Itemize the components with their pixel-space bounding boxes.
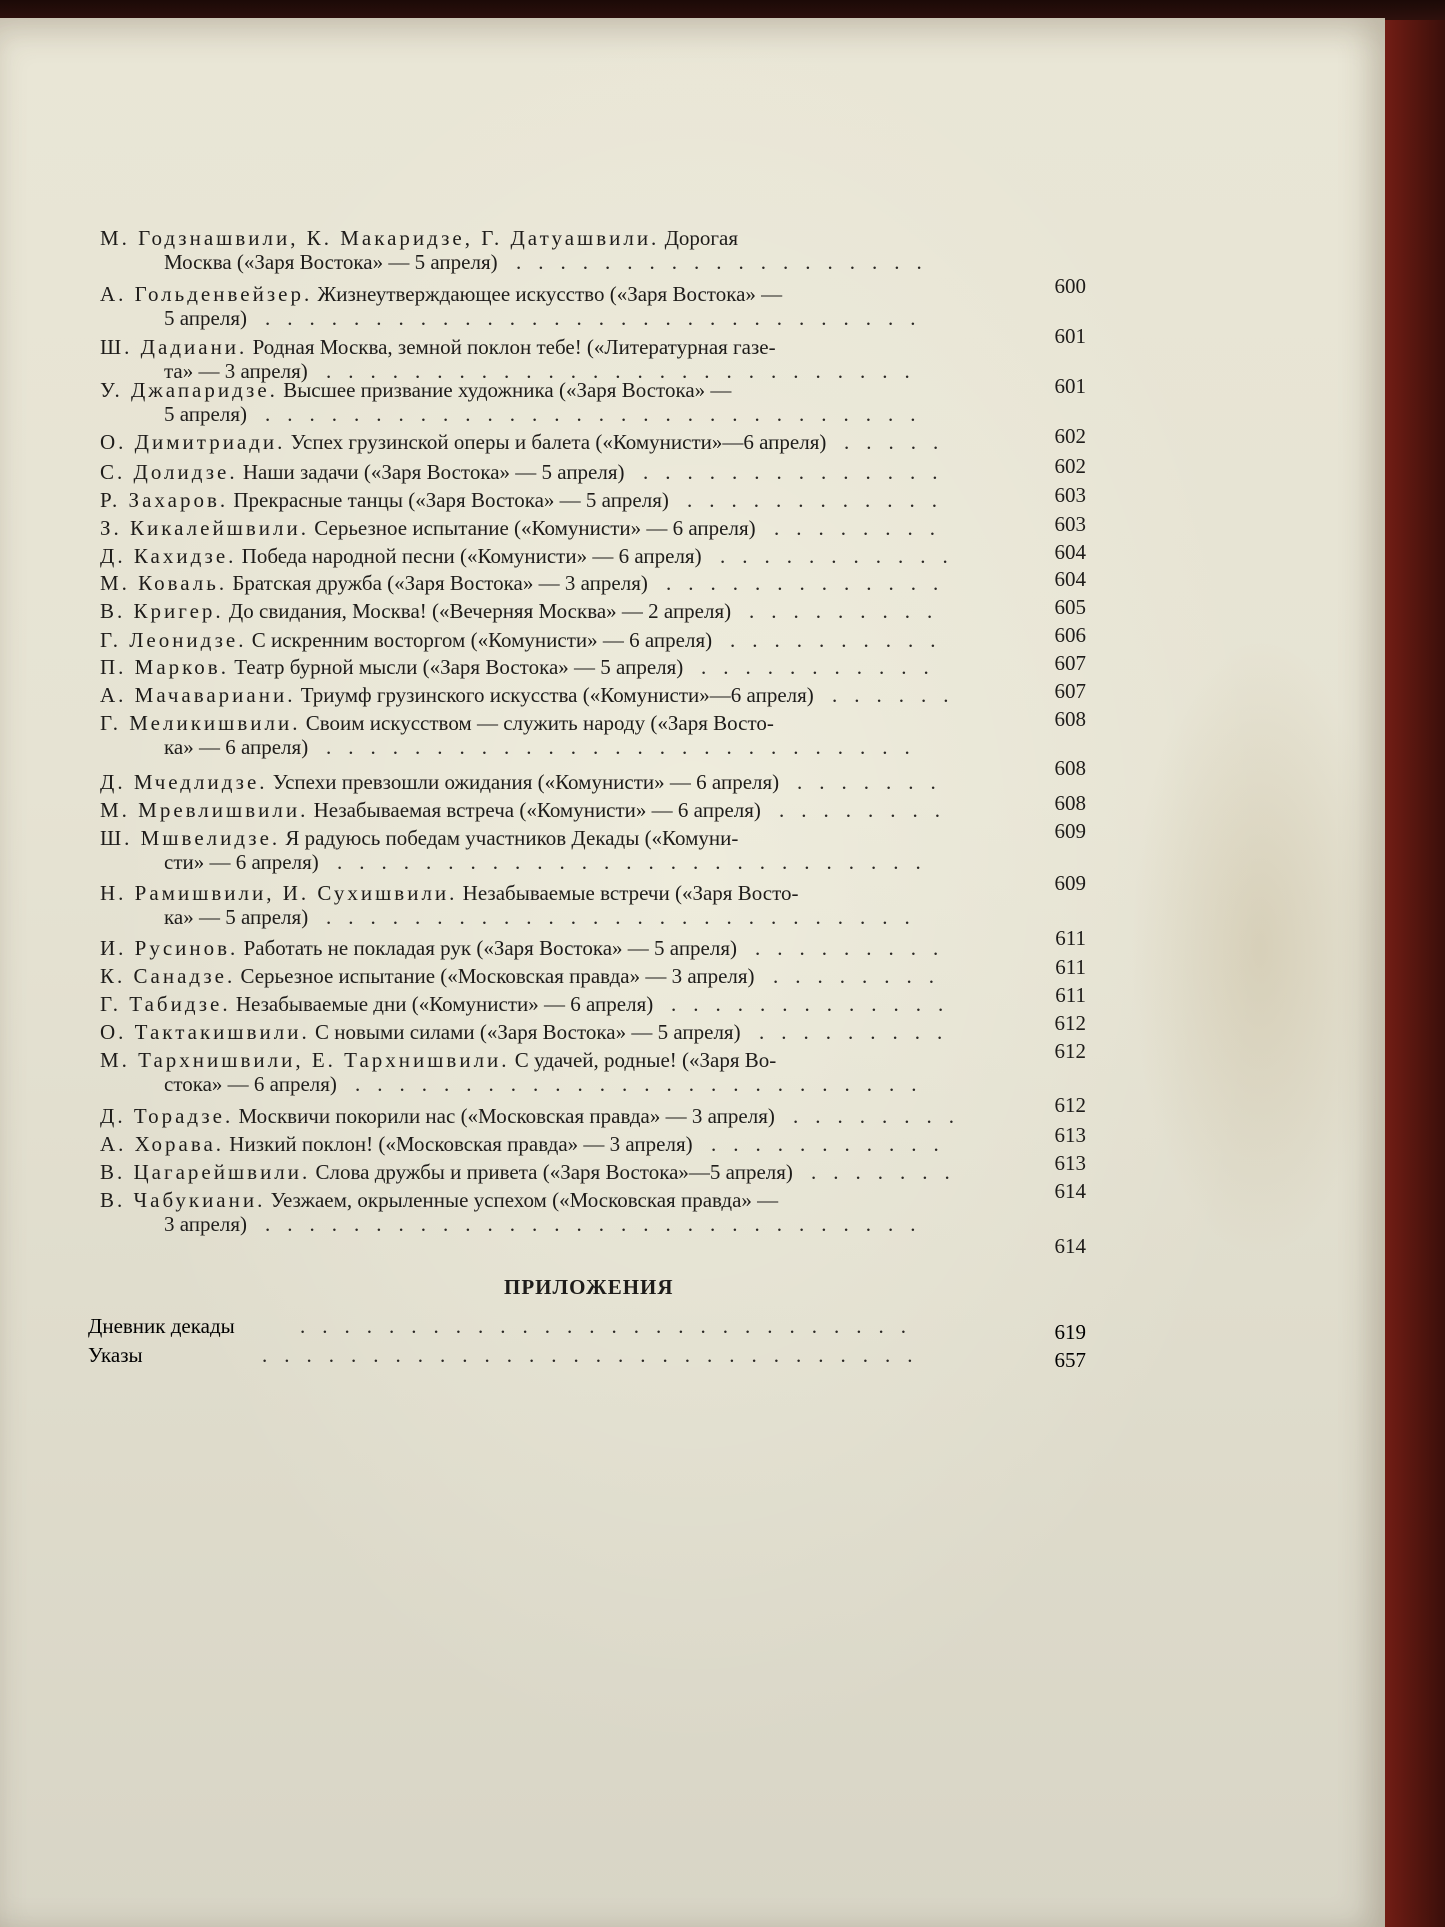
toc-entry-title: Уезжаем, окрыленные успехом («Московская правда» — — [265, 1188, 779, 1212]
leader-dots: ........ — [774, 516, 952, 540]
toc-entry-page-number: 600 — [1054, 274, 1086, 298]
toc-entry-page-number: 605 — [1054, 595, 1086, 619]
toc-entry-page-number: 601 — [1054, 374, 1086, 398]
leader-dots: ............. — [666, 571, 956, 595]
toc-entry-title: Наши задачи («Заря Востока» — 5 апреля) — [237, 460, 625, 484]
toc-entry-title: С искренним восторгом («Комунисти» — 6 апреля) — [246, 628, 713, 652]
toc-entry-author: Ш. Мшвелидзе. — [100, 826, 281, 850]
leader-dots: ........... — [720, 544, 965, 568]
leader-dots: ......... — [755, 936, 956, 960]
toc-entry-page-number: 609 — [1054, 871, 1086, 895]
appendix-item-label: Дневник декады — [88, 1314, 235, 1338]
leader-dots: ........... — [701, 655, 946, 679]
toc-entry-continuation: 5 апреля) — [164, 402, 247, 426]
leader-dots: ........... — [711, 1132, 956, 1156]
book-page — [0, 18, 1385, 1927]
toc-entry-title-line — [100, 770, 779, 794]
toc-entry-author: У. Джапаридзе. — [100, 378, 278, 402]
toc-entry-author: М. Тархнишвили, Е. Тархнишвили. — [100, 1048, 510, 1072]
leader-dots: .......... — [730, 628, 953, 652]
leader-dots: ............. — [671, 992, 961, 1016]
leader-dots: ........ — [793, 1104, 971, 1128]
toc-entry-title: Родная Москва, земной поклон тебе! («Литературная газе- — [247, 335, 776, 359]
toc-entry-author: А. Гольденвейзер. — [100, 282, 313, 306]
toc-entry-page-number: 601 — [1054, 324, 1086, 348]
toc-entry-title-line — [100, 335, 776, 359]
toc-entry-page-number: 606 — [1054, 623, 1086, 647]
toc-entry-page-number: 611 — [1055, 983, 1086, 1007]
toc-entry-title-line — [100, 992, 653, 1016]
toc-entry-title-line — [100, 430, 826, 454]
toc-entry-author: О. Димитриади. — [100, 430, 286, 454]
toc-entry-author: О. Тактакишвили. — [100, 1020, 310, 1044]
toc-entry-page-number: 612 — [1054, 1093, 1086, 1117]
toc-entry-title: С новыми силами («Заря Востока» — 5 апреля) — [309, 1020, 741, 1044]
toc-entry-title-line — [100, 628, 712, 652]
leader-dots: ....... — [811, 1160, 967, 1184]
toc-entry-author: Д. Кахидзе. — [100, 544, 237, 568]
toc-entry-author: З. Кикалейшвили. — [100, 516, 309, 540]
toc-entry-title-line — [100, 655, 683, 679]
toc-entry-page-number: 609 — [1054, 819, 1086, 843]
toc-entry-title: Триумф грузинского искусства («Комунисти»—6 апреля) — [295, 683, 814, 707]
toc-entry-page-number: 607 — [1054, 651, 1086, 675]
toc-entry-author: Р. Захаров. — [100, 488, 229, 512]
toc-entry-page-number: 612 — [1054, 1011, 1086, 1035]
toc-entry-author: П. Марков. — [100, 655, 229, 679]
toc-entry-author: М. Коваль. — [100, 571, 228, 595]
leader-dots: ..... — [844, 430, 956, 454]
toc-entry-title-line — [100, 881, 798, 905]
leader-dots: ........ — [773, 964, 951, 988]
toc-entry-title: Своим искусством — служить народу («Заря Восто- — [300, 711, 774, 735]
toc-entry-title-line — [100, 1048, 776, 1072]
leader-dots: ......... — [749, 599, 950, 623]
leader-dots: ....... — [797, 770, 953, 794]
toc-entry-page-number: 614 — [1054, 1234, 1086, 1258]
toc-entry-title-line — [100, 1020, 741, 1044]
leader-dots: .............................. — [265, 402, 933, 426]
appendix-item-page-number: 657 — [1054, 1348, 1086, 1372]
toc-entry-title: Я радуюсь победам участников Декады («Комуни- — [280, 826, 739, 850]
table-of-contents — [0, 18, 1385, 1927]
leader-dots: .......................... — [355, 1072, 934, 1096]
toc-entry-author: В. Чабукиани. — [100, 1188, 266, 1212]
toc-entry-title-line — [100, 460, 625, 484]
toc-entry-title: До свидания, Москва! («Вечерняя Москва» — 2 апреля) — [223, 599, 732, 623]
toc-entry-title-line — [100, 964, 755, 988]
toc-entry-author: А. Хорава. — [100, 1132, 225, 1156]
toc-entry-title: Высшее призвание художника («Заря Востока» — — [277, 378, 732, 402]
toc-entry-title-line — [100, 936, 737, 960]
toc-entry-title-line — [100, 488, 669, 512]
toc-entry-page-number: 608 — [1054, 756, 1086, 780]
toc-entry-author: К. Санадзе. — [100, 964, 236, 988]
toc-entry-author: И. Русинов. — [100, 936, 239, 960]
toc-entry-author: Н. Рамишвили, И. Сухишвили. — [100, 881, 458, 905]
toc-entry-title-line — [100, 226, 738, 250]
toc-entry-title: Серьезное испытание («Комунисти» — 6 апреля) — [309, 516, 756, 540]
toc-entry-title: Москвичи покорили нас («Московская правда» — 3 апреля) — [233, 1104, 775, 1128]
toc-entry-continuation: ка» — 5 апреля) — [164, 905, 309, 929]
toc-entry-continuation: та» — 3 апреля) — [164, 359, 308, 383]
toc-entry-title: Низкий поклон! («Московская правда» — 3 апреля) — [224, 1132, 693, 1156]
leader-dots: .............. — [643, 460, 955, 484]
leader-dots: ...... — [832, 683, 966, 707]
leader-dots: .............................. — [262, 1343, 930, 1367]
toc-entry-title: Жизнеутверждающее искусство («Заря Востока» — — [312, 282, 783, 306]
toc-entry-page-number: 613 — [1054, 1123, 1086, 1147]
toc-entry-author: Г. Меликишвили. — [100, 711, 301, 735]
toc-entry-page-number: 604 — [1054, 567, 1086, 591]
toc-entry-author: Д. Торадзе. — [100, 1104, 234, 1128]
toc-entry-continuation: сти» — 6 апреля) — [164, 850, 319, 874]
toc-entry-title: Работать не покладая рук («Заря Востока» — 5 апреля) — [238, 936, 738, 960]
toc-entry-page-number: 613 — [1054, 1151, 1086, 1175]
toc-entry-author: В. Цагарейшвили. — [100, 1160, 311, 1184]
toc-entry-title-line — [100, 798, 761, 822]
toc-entry-title: Серьезное испытание («Московская правда» — 3 апреля) — [235, 964, 755, 988]
toc-entry-author: Г. Леонидзе. — [100, 628, 247, 652]
toc-entry-page-number: 614 — [1054, 1179, 1086, 1203]
toc-entry-title: Слова дружбы и привета («Заря Востока»—5 апреля) — [310, 1160, 793, 1184]
toc-entry-title: Успех грузинской оперы и балета («Комунисти»—6 апреля) — [285, 430, 827, 454]
toc-entry-page-number: 603 — [1054, 512, 1086, 536]
leader-dots: ........ — [779, 798, 957, 822]
toc-entry-title: С удачей, родные! («Заря Во- — [509, 1048, 777, 1072]
toc-entry-title-line — [100, 1104, 775, 1128]
toc-entry-title-line — [100, 1188, 778, 1212]
toc-entry-title-line — [100, 826, 738, 850]
leader-dots: .............................. — [265, 1212, 933, 1236]
toc-entry-title-line — [100, 516, 756, 540]
toc-entry-continuation: 3 апреля) — [164, 1212, 247, 1236]
toc-entry-title-line — [100, 711, 774, 735]
toc-entry-page-number: 608 — [1054, 707, 1086, 731]
toc-entry-title: Прекрасные танцы («Заря Востока» — 5 апреля) — [228, 488, 669, 512]
toc-entry-page-number: 604 — [1054, 540, 1086, 564]
toc-entry-title-line — [100, 544, 702, 568]
toc-entry-title: Незабываемые встречи («Заря Восто- — [457, 881, 799, 905]
toc-entry-title: Незабываемые дни («Комунисти» — 6 апреля) — [230, 992, 654, 1016]
appendix-item-page-number: 619 — [1054, 1320, 1086, 1344]
leader-dots: ............................ — [300, 1314, 923, 1338]
toc-entry-page-number: 602 — [1054, 454, 1086, 478]
leader-dots: ........................... — [337, 850, 938, 874]
toc-entry-author: В. Кригер. — [100, 599, 224, 623]
leader-dots: ........................... — [326, 735, 927, 759]
toc-entry-author: М. Мревлишвили. — [100, 798, 309, 822]
leader-dots: ........................... — [326, 905, 927, 929]
toc-entry-continuation: Москва («Заря Востока» — 5 апреля) — [164, 250, 498, 274]
toc-entry-page-number: 607 — [1054, 679, 1086, 703]
toc-entry-title-line — [100, 571, 648, 595]
toc-entry-title: Успехи превзошли ожидания («Комунисти» — 6 апреля) — [267, 770, 780, 794]
appendix-item-label: Указы — [88, 1343, 143, 1367]
toc-entry-title-line — [100, 599, 731, 623]
toc-entry-continuation: 5 апреля) — [164, 306, 247, 330]
toc-entry-continuation: ка» — 6 апреля) — [164, 735, 309, 759]
toc-entry-title: Театр бурной мысли («Заря Востока» — 5 апреля) — [228, 655, 684, 679]
leader-dots: ........................... — [326, 359, 927, 383]
toc-entry-page-number: 611 — [1055, 955, 1086, 979]
toc-entry-title-line — [100, 378, 731, 402]
toc-entry-page-number: 602 — [1054, 424, 1086, 448]
toc-entry-author: Д. Мчедлидзе. — [100, 770, 268, 794]
toc-entry-page-number: 603 — [1054, 483, 1086, 507]
appendix-heading: ПРИЛОЖЕНИЯ — [504, 1275, 674, 1299]
leader-dots: ......... — [759, 1020, 960, 1044]
toc-entry-author: А. Мачавариани. — [100, 683, 296, 707]
toc-entry-continuation: стока» — 6 апреля) — [164, 1072, 337, 1096]
toc-entry-title-line — [100, 1160, 793, 1184]
toc-entry-author: С. Долидзе. — [100, 460, 238, 484]
toc-entry-author: Ш. Дадиани. — [100, 335, 248, 359]
toc-entry-author: М. Годзнашвили, К. Макаридзе, Г. Датуашвили. — [100, 226, 660, 250]
toc-entry-title-line — [100, 1132, 693, 1156]
toc-entry-author: Г. Табидзе. — [100, 992, 231, 1016]
toc-entry-page-number: 611 — [1055, 926, 1086, 950]
toc-entry-title: Дорогая — [659, 226, 738, 250]
toc-entry-title-line — [100, 282, 782, 306]
leader-dots: .............................. — [265, 306, 933, 330]
toc-entry-title-line — [100, 683, 814, 707]
toc-entry-page-number: 608 — [1054, 791, 1086, 815]
toc-entry-title: Незабываемая встреча («Комунисти» — 6 апреля) — [308, 798, 761, 822]
toc-entry-title: Победа народной песни («Комунисти» — 6 апреля) — [236, 544, 702, 568]
leader-dots: ................... — [516, 250, 939, 274]
toc-entry-title: Братская дружба («Заря Востока» — 3 апреля) — [227, 571, 648, 595]
leader-dots: ............ — [687, 488, 954, 512]
toc-entry-page-number: 612 — [1054, 1039, 1086, 1063]
